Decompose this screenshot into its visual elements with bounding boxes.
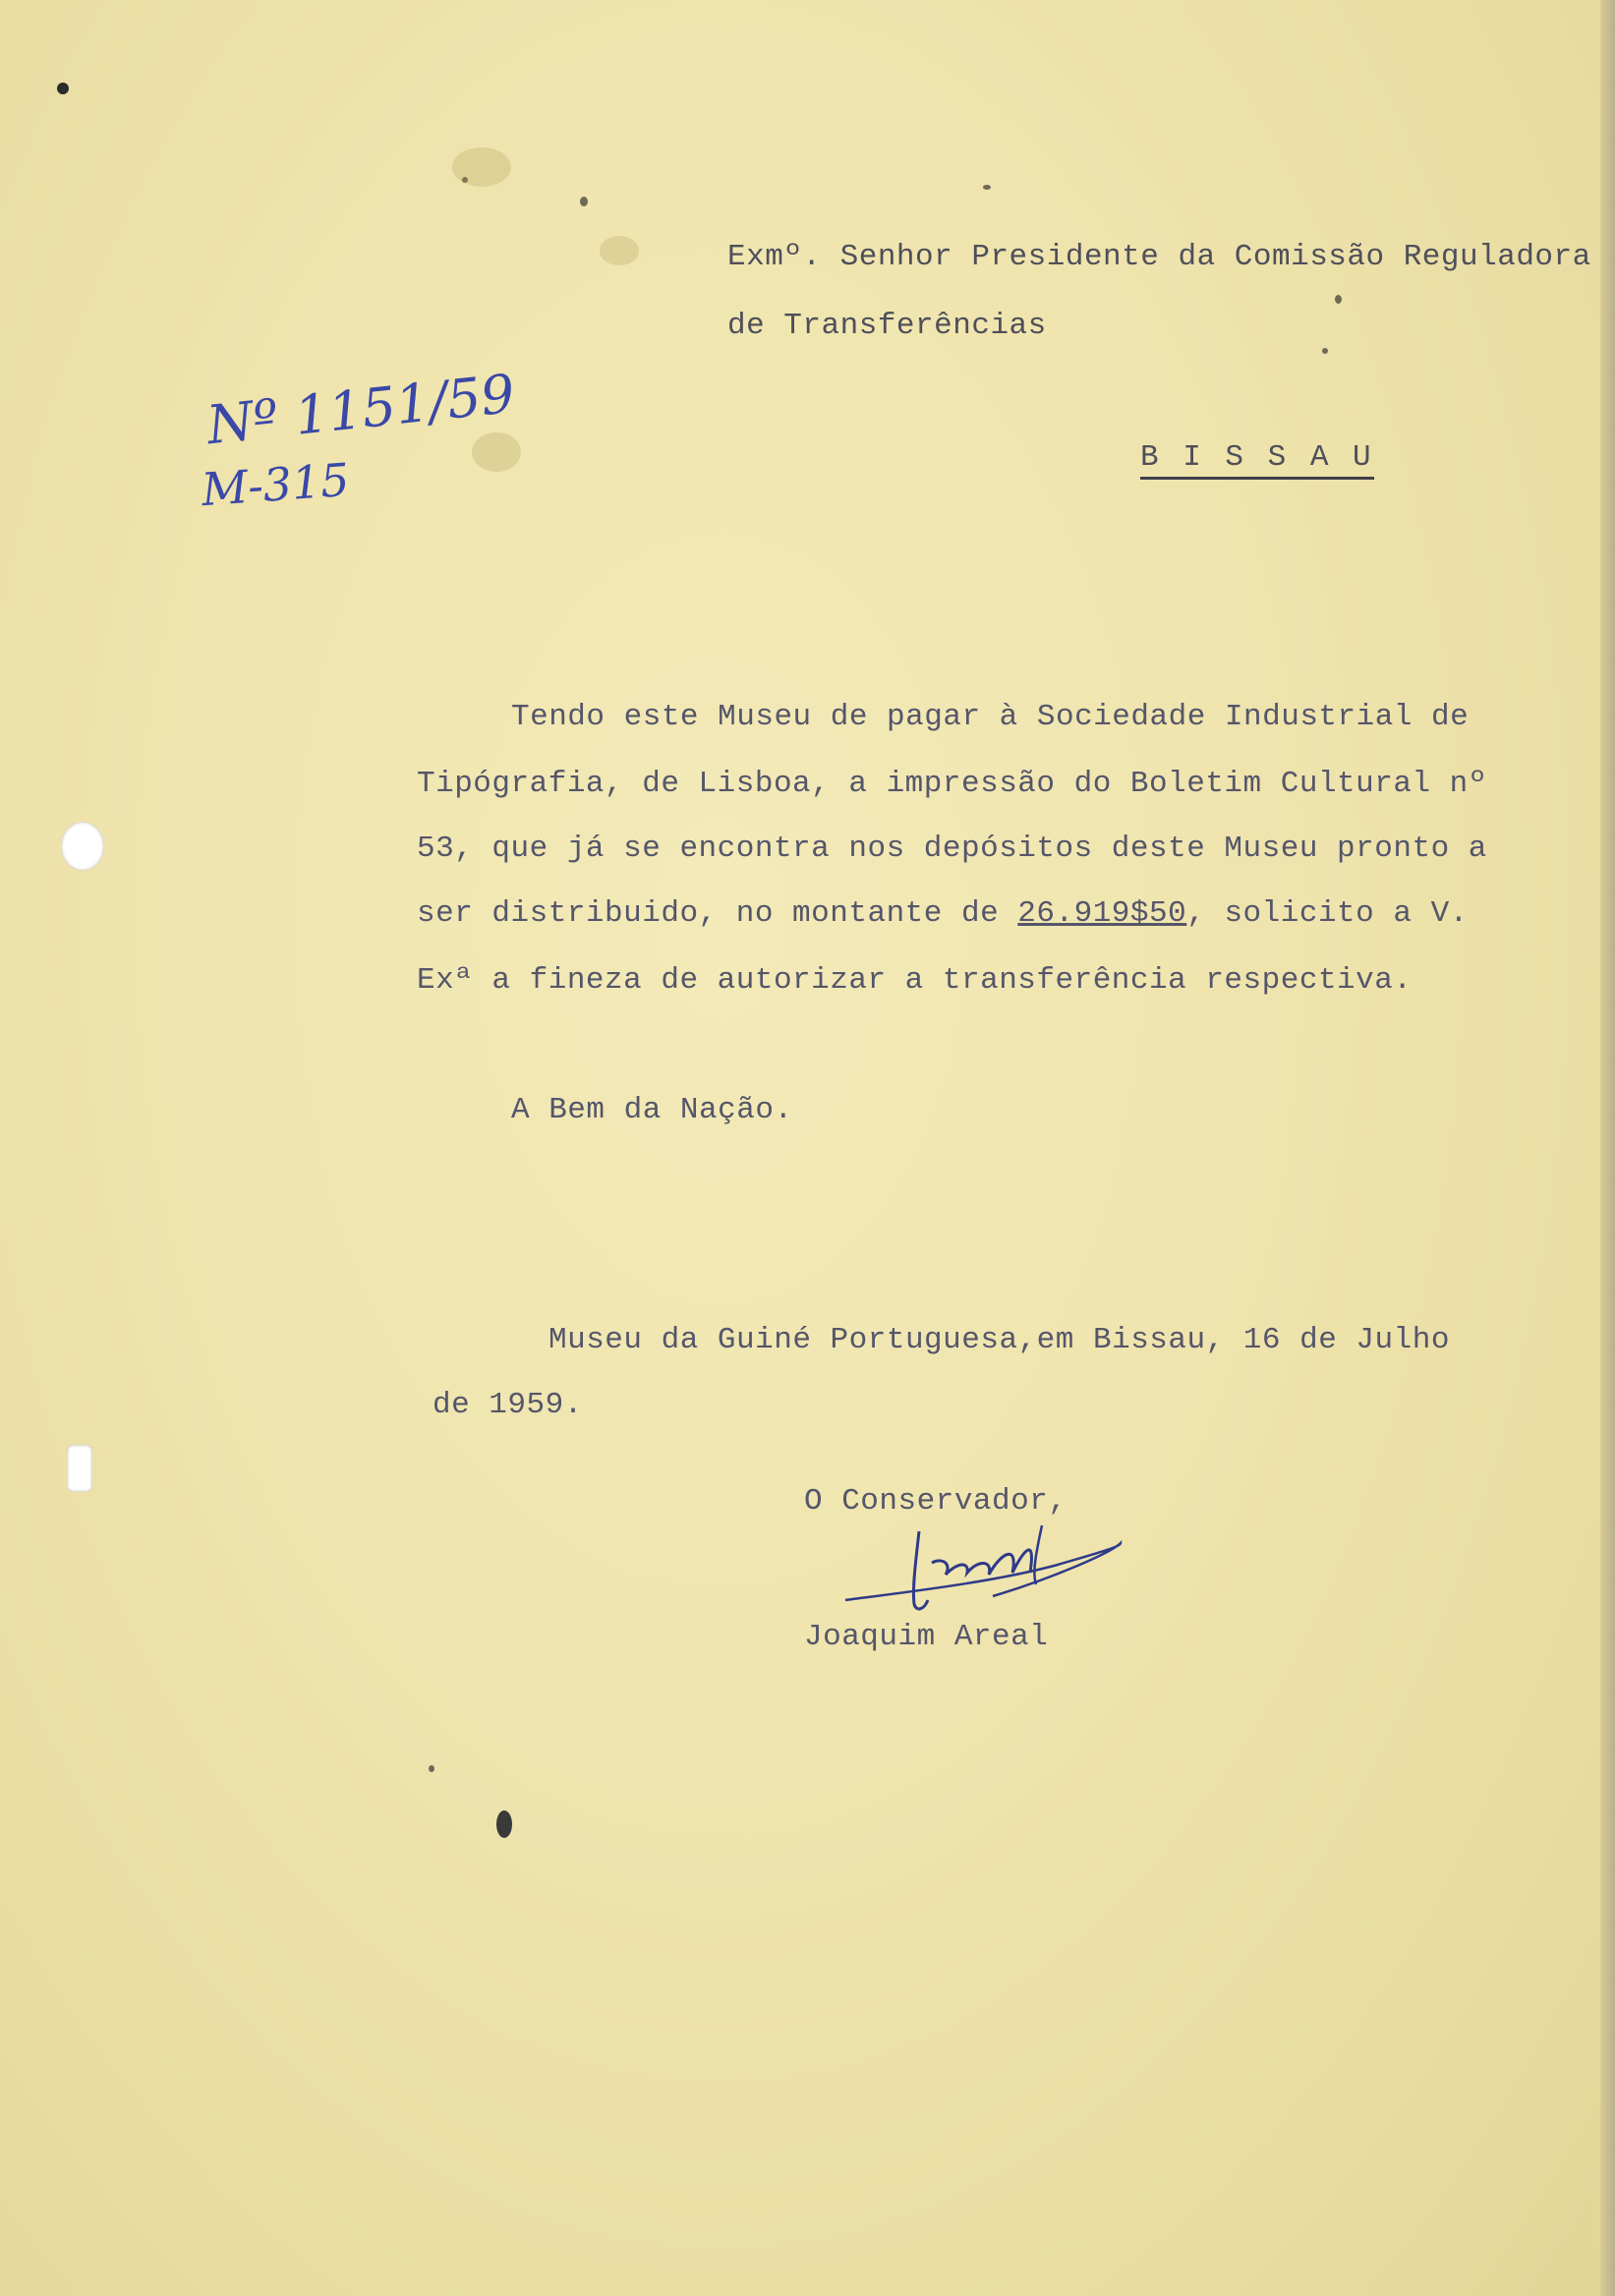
body-line-4-start: ser distribuido, no montante de [417,896,1018,931]
body-line-4-end: , solicito a V. [1186,896,1469,931]
closing-salutation: A Bem da Nação. [511,1093,793,1127]
ink-speck [580,197,588,206]
body-line-1: Tendo este Museu de pagar à Sociedade Industrial de [511,700,1470,734]
punch-hole [61,822,104,871]
body-line-2: Tipógrafia, de Lisboa, a impressão do Boletim Cultural nº [417,767,1487,801]
place-date-line-1: Museu da Guiné Portuguesa,em Bissau, 16 de Julho [548,1323,1450,1357]
ink-speck [496,1810,512,1838]
paper-stain [600,236,639,265]
ink-speck [429,1765,434,1772]
signatory-name: Joaquim Areal [804,1620,1049,1654]
handwritten-reference-2: M-315 [200,452,352,517]
signatory-title: O Conservador, [804,1484,1067,1519]
addressee-line-2: de Transferências [727,309,1047,343]
body-line-3: 53, que já se encontra nos depósitos deste Museu pronto a [417,832,1487,866]
paper-stain [452,147,511,187]
body-line-5: Exª a fineza de autorizar a transferência respectiva. [417,963,1413,998]
ink-speck [57,83,69,94]
page-edge [1600,0,1615,2296]
punch-hole [67,1445,92,1492]
city-heading: B I S S A U [1140,442,1374,480]
signature-mark [826,1514,1140,1632]
paper-stain [472,432,521,472]
body-line-4 [417,898,1469,929]
ink-speck [983,185,991,190]
amount: 26.919$50 [1017,896,1187,931]
addressee-line-1: Exmº. Senhor Presidente da Comissão Reguladora [727,240,1591,274]
ink-speck [1322,348,1328,354]
ink-speck [1335,295,1342,304]
place-date-line-2: de 1959. [433,1388,583,1422]
handwritten-reference-1: Nº 1151/59 [203,362,518,457]
